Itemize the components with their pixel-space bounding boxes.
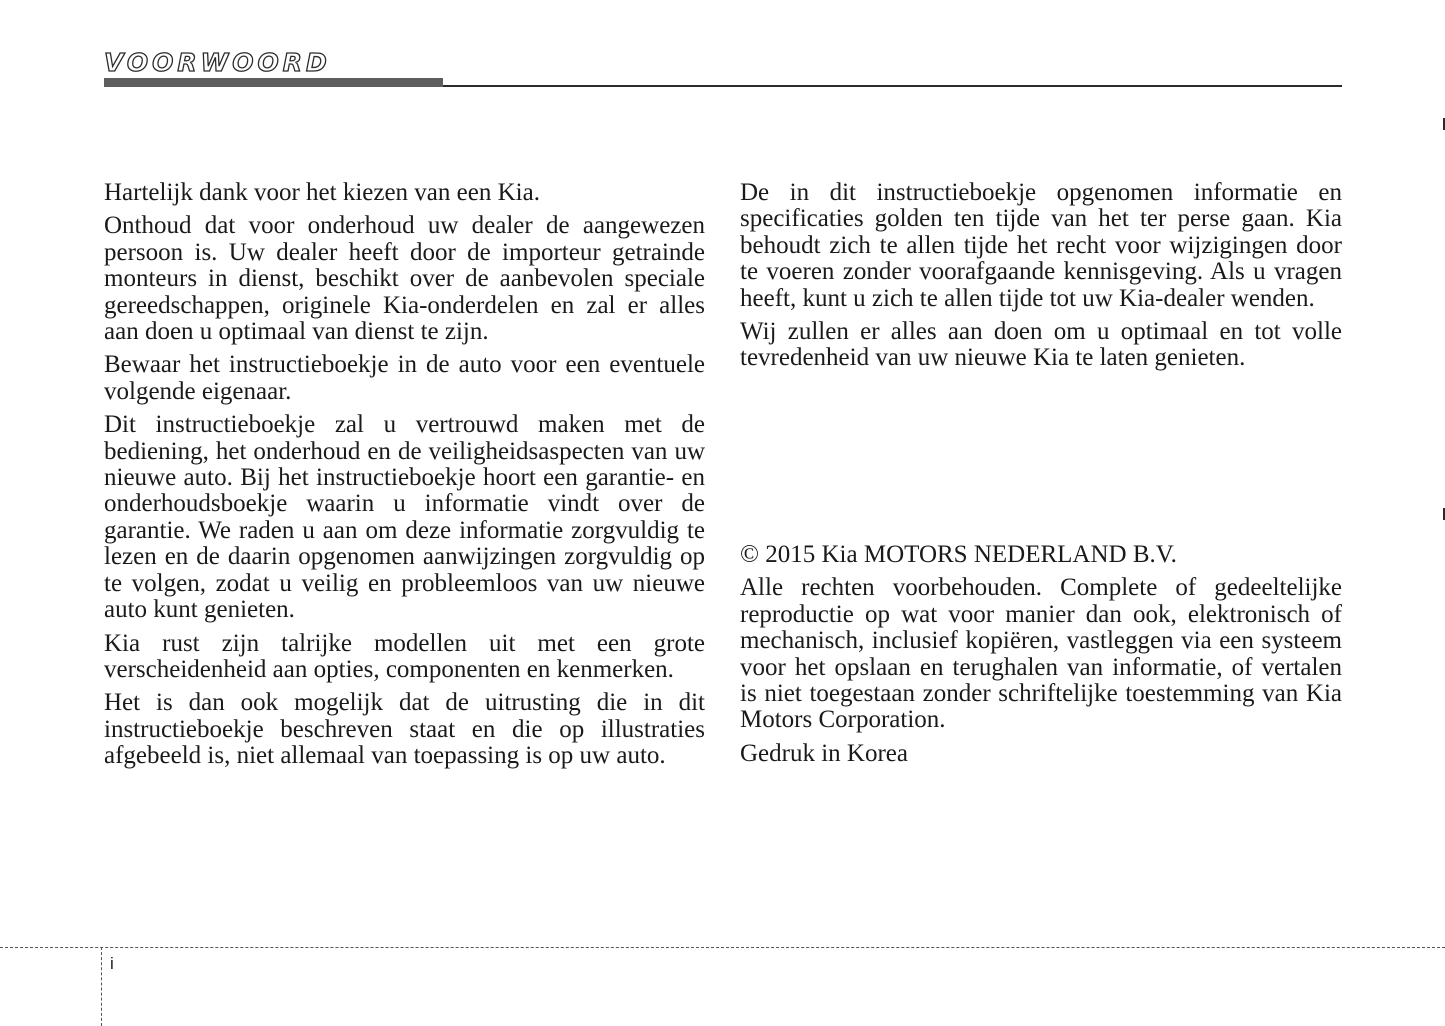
copyright-line: © 2015 Kia MOTORS NEDERLAND B.V.	[740, 541, 1177, 568]
footer-dashed-margin	[101, 947, 102, 1026]
left-column	[104, 180, 705, 777]
page-number: i	[110, 954, 114, 973]
footer-dashed-line	[0, 947, 1445, 948]
printed-in: Gedruk in Korea	[740, 739, 908, 767]
rights-paragraph: Alle rechten voorbehouden. Complete of gedeeltelijke reproductie op wat voor manier dan ook, elektronisch of mechanisch, inclusief kopiëren, vastleggen via een systeem voor het opslaan en terughalen van informatie, of vertalen is niet toegestaan zonder schriftelijke toestemming van Kia Motors Corporation.	[740, 574, 1342, 734]
header-rule-accent	[104, 78, 443, 87]
equipment-paragraph: Het is dan ook mogelijk dat de uitrusting die in dit instructieboekje beschreven staat en die op illustraties afgebeeld is, niet allemaal van toepassing is op uw auto.	[104, 689, 705, 770]
satisfaction-paragraph: Wij zullen er alles aan doen om u optimaal en tot volle tevredenheid van uw nieuwe Kia te laten genieten.	[740, 318, 1342, 372]
models-paragraph: Kia rust zijn talrijke modellen uit met een grote verscheidenheid aan opties, componenten en kenmerken.	[104, 629, 705, 683]
section-title: VOORWOORD	[104, 48, 331, 77]
right-column	[740, 180, 1342, 379]
dealer-paragraph: Onthoud dat voor onderhoud uw dealer de aangewezen persoon is. Uw dealer heeft door de importeur getrainde monteurs in dienst, beschikt over de aanbevolen speciale gereedschappen, originele Kia-onderdelen en zal er alles aan doen u optimaal van dienst te zijn.	[104, 212, 705, 346]
intro-paragraph: Hartelijk dank voor het kiezen van een Kia.	[104, 179, 540, 206]
specifications-paragraph: De in dit instructieboekje opgenomen informatie en specificaties golden ten tijde van het ter perse gaan. Kia behoudt zich te allen tijde het recht voor wijzigingen door te voeren zonder voorafgaande kennisgeving. Als u vragen heeft, kunt u zich te allen tijde tot uw Kia-dealer wenden.	[740, 179, 1342, 312]
storage-paragraph: Bewaar het instructieboekje in de auto voor een eventuele volgende eigenaar.	[104, 351, 705, 405]
copyright-block	[740, 542, 1342, 774]
manual-paragraph: Dit instructieboekje zal u vertrouwd maken met de bediening, het onderhoud en de veiligheidsaspecten van uw nieuwe auto. Bij het instructieboekje hoort een garantie- en onderhoudsboekje waarin u informatie vindt over de garantie. We raden u aan om deze informatie zorgvuldig te lezen en de daarin opgenomen aanwijzingen zorgvuldig op te volgen, zodat u veilig en probleemloos van uw nieuwe auto kunt genieten.	[104, 411, 705, 624]
